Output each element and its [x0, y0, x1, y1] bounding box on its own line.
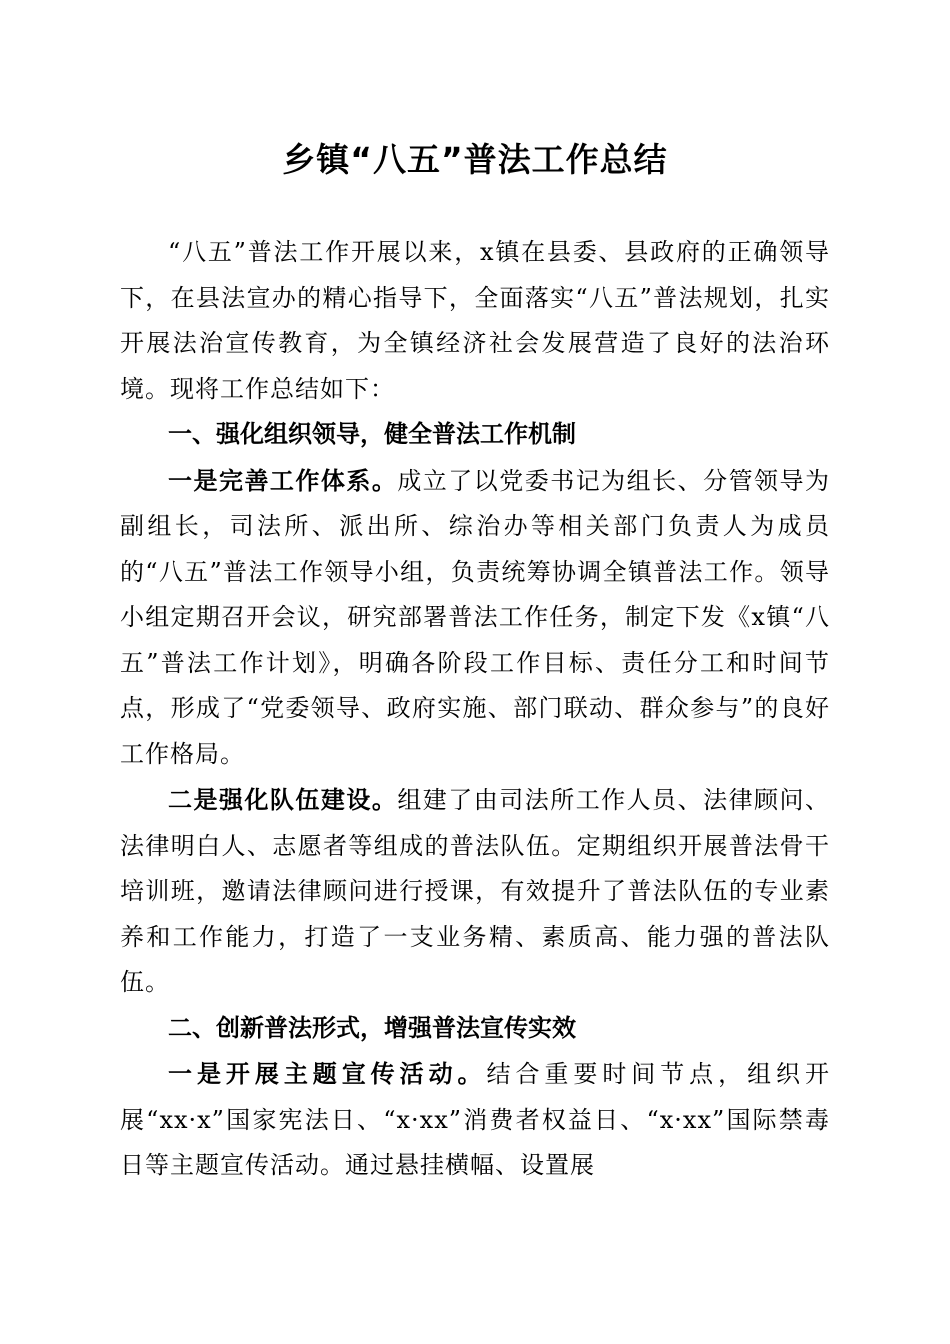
- paragraph-text: 结合重要时间节点，组织开展“xx·x”国家宪法日、“x·xx”消费者权益日、“x·xx”国际禁毒日等主题宣传活动。通过悬挂横幅、设置展: [120, 1060, 830, 1179]
- section-heading-2: 二、创新普法形式，增强普法宣传实效: [168, 1013, 576, 1042]
- section1-paragraph-1: [120, 458, 830, 778]
- document-body: [120, 230, 830, 1189]
- intro-paragraph: “八五”普法工作开展以来，x镇在县委、县政府的正确领导下，在县法宣办的精心指导下，全面落实“八五”普法规划，扎实开展法治宣传教育，为全镇经济社会发展营造了良好的法治环境。现将工作总结如下：: [120, 238, 830, 403]
- section2-paragraph-1: [120, 1051, 830, 1189]
- paragraph-lead: 一是完善工作体系。: [168, 465, 398, 495]
- paragraph-text: 组建了由司法所工作人员、法律顾问、法律明白人、志愿者等组成的普法队伍。定期组织开展普法骨干培训班，邀请法律顾问进行授课，有效提升了普法队伍的专业素养和工作能力，打造了一支业务精、素质高、能力强的普法队伍。: [120, 786, 831, 996]
- section1-paragraph-2: [120, 777, 830, 1006]
- section-heading-1: 一、强化组织领导，健全普法工作机制: [168, 420, 576, 448]
- paragraph-lead: 一是开展主题宣传活动。: [168, 1059, 487, 1088]
- paragraph-lead: 二是强化队伍建设。: [168, 785, 398, 814]
- document-title: 乡镇“八五”普法工作总结: [282, 140, 668, 179]
- paragraph-text: 成立了以党委书记为组长、分管领导为副组长，司法所、派出所、综治办等相关部门负责人为成员的“八五”普法工作领导小组，负责统筹协调全镇普法工作。领导小组定期召开会议，研究部署普法工作任务，制定下发《x镇“八五”普法工作计划》，明确各阶段工作目标、责任分工和时间节点，形成了“党委领导、政府实施、部门联动、群众参与”的良好工作格局。: [120, 466, 831, 768]
